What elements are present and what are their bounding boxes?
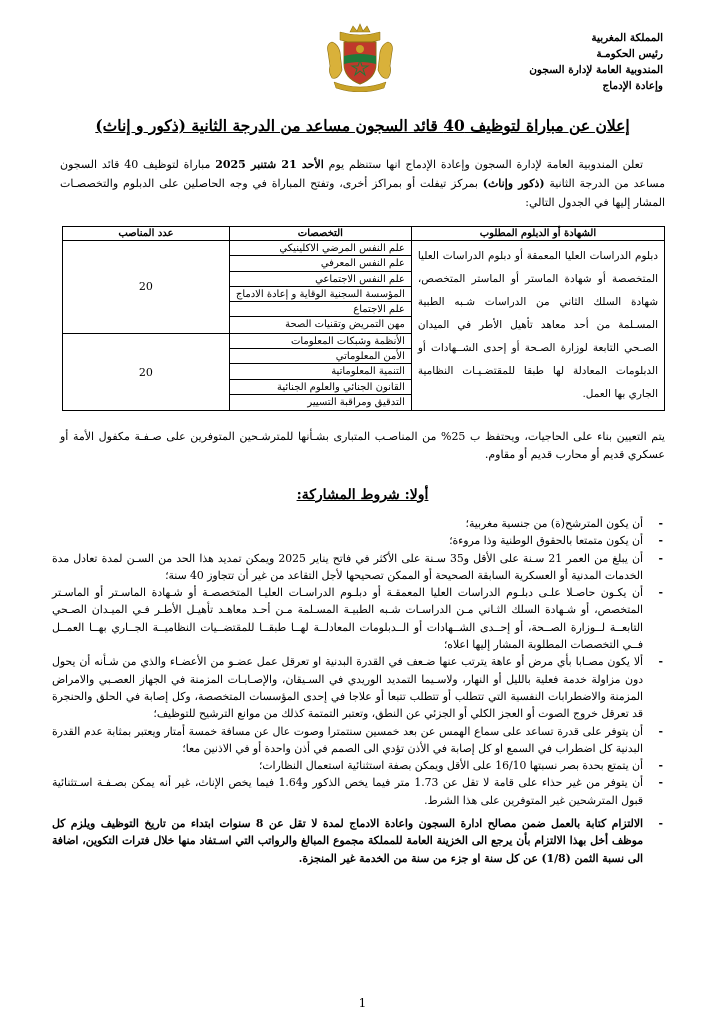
positions-table — [62, 226, 665, 411]
announcement-title: إعلان عن مباراة لتوظيف 40 قائد السجون مساعد من الدرجة الثانية (ذكور و إناث) — [95, 116, 630, 135]
intro-paragraph — [60, 155, 665, 212]
specialty-item: علم النفس الاجتماعي — [230, 272, 411, 287]
issuer-header — [463, 30, 663, 94]
intro-text-1: تعلن المندوبية العامة لإدارة السجون وإعادة الإدماج انها ستنظم يوم — [323, 158, 644, 171]
list-item: - أن يتوفر على قدرة تساعد على سماع الهمس عن بعد خمسين سنتمترا وصوت عال عن مسافة خمسة أمتار ويعتبر بمثابة عدم القدرة البدنية كل اضطراب في السمع او كل إصابة في الأذن تؤدي الى الصمم في أذن واحدة أو في الاذنين معا؛ — [52, 723, 665, 758]
positions-count-2: 20 — [63, 333, 230, 410]
intro-text-2: مباراة لتوظيف 40 قائد السجون مساعد من الدرجة الثانية — [60, 158, 666, 190]
specialties-group-1 — [229, 241, 411, 334]
header-reintegration: وإعادة الإدماج — [602, 80, 663, 92]
table-row — [63, 241, 665, 334]
list-item: - ألا يكون مصـابا بأي مرض أو عاهة يترتب عنها ضـعف في القدرة البدنية او تعرقل عمل عضـو من الأعضـاء والذي من شـأنه أن يحول دون مزاولة خدمة فعلية بالليل أو النهار، ولاسـيما التمديد الوريدي في السـيقان، والإصـابـات المزمنة في الجهاز العصـبي والامراض المزمنة والاضطرابات النفسية التي تتطلب أو تتطلب تتبعا أو علاجا في إحدى المؤسسات المتخصصة، وكل إصابة في الحلق والحنجرة قد تعرقل خروج الصوت أو العجز الكلي أو الجزئي عن النطق، وتعتبر التمتمة كذلك من موانع الترشيح للتوظيف؛ — [52, 653, 665, 722]
list-item: - أن يكون متمتعا بالحقوق الوطنية وذا مروءة؛ — [52, 532, 665, 549]
header-qualification: الشهادة أو الدبلوم المطلوب — [411, 227, 664, 241]
specialty-item: التنمية المعلوماتية — [230, 364, 411, 379]
header-positions: عدد المناصب — [63, 227, 230, 241]
specialty-item: المؤسسة السجنية الوقاية و إعادة الادماج — [230, 287, 411, 302]
list-item: - أن يتمتع بحدة بصر نسبتها 16/10 على الأقل ويمكن بصفة استثنائية استعمال النظارات؛ — [52, 757, 665, 774]
list-item: - أن يبلغ من العمر 21 سـنة على الأقل و35 سـنة على الأكثر في فاتح يناير 2025 ويمكن تمديد هذا الحد من السـن لمدة تعادل مدة الخدمات المدنية أو العسكرية السابقة الصحيحة أو الممكن تصحيحها لأجل التقاعد من غير أن تتجاوز 40 سنة؛ — [52, 550, 665, 585]
list-item: - أن يكون المترشح(ة) من جنسية مغربية؛ — [52, 515, 665, 532]
header-delegation: المندوبية العامة لإدارة السجون — [529, 64, 663, 76]
specialty-item: الأمن المعلوماتي — [230, 349, 411, 364]
exam-date: الأحد 21 شتنبر 2025 — [215, 158, 324, 171]
header-government: رئيس الحكومـة — [596, 48, 663, 60]
reserved-quota-note: يتم التعيين بناء على الحاجيات، ويحتفظ ب 25% من المناصـب المتبارى بشـأنها للمترشـحين المتوفرين على صـفـة مكفول الأمة أو عسكري قديم أو محارب قديم أو مقاوم. — [60, 430, 665, 461]
qualification-cell: دبلوم الدراسات العليا المعمقة أو دبلوم الدراسات العليا المتخصصة أو شهادة الماستر أو الماستر المتخصص، شهادة السلك الثاني من الدراسات شـبه الطبية المسـلمة من أحد معاهد تأهيل الأطر في الميدان الصـحي التابعة لوزارة الصـحة أو إحدى الشــهادات أو الدبلومات المعادلة لها طبقا للمقتضـيـات النظامية الجاري بها العمل. — [411, 241, 664, 411]
gender-note: (ذكور وإناث) — [482, 177, 545, 190]
specialty-item: مهن التمريض وتقنيات الصحة — [285, 319, 405, 331]
table-header-row — [63, 227, 665, 241]
conditions-list — [52, 515, 665, 867]
specialties-group-2 — [229, 333, 411, 410]
intro-text-3: بمركز تيفلت أو بمراكز أخرى، وتفتح المباراة في وجه الحاصلين على الدبلوم والتخصصـات المشار إليها في الجدول التالي: — [60, 177, 665, 209]
specialty-item: علم الاجتماع — [230, 302, 411, 317]
specialty-item: علم النفس المرضي الاكلينيكي — [230, 241, 411, 256]
header-kingdom: المملكة المغربية — [591, 32, 663, 44]
specialty-item: القانون الجنائي والعلوم الجنائية — [230, 380, 411, 395]
specialty-item: علم النفس المعرفي — [230, 256, 411, 271]
coat-of-arms-icon — [320, 22, 400, 92]
list-item: - أن يتوفر من غير حذاء على قامة لا تقل عن 1.73 متر فيما يخص الذكور و1.64 فيما يخص الإناث، غير أنه يمكن بصـفـة اسـتثنائية قبول المترشحين غير المتوفرين على هذا الشرط. — [52, 774, 665, 809]
specialty-item: التدقيق ومراقبة التسيير — [307, 396, 405, 408]
specialty-item: الأنظمة وشبكات المعلومات — [230, 334, 411, 349]
positions-count-1: 20 — [63, 241, 230, 334]
list-item: - أن يكـون حاصـلا علـى دبلـوم الدراسات العليا المعمقـة أو دبلـوم الدراسـات العليـا المتخصصـة أو شـهادة الماسـتر أو الماسـتر المتخصص، أو شـهادة السلك الثـاني مـن الدراسـات شـبه الطبيـة المسـلمة مـن أحـد معاهـد تأهيـل الأطـر فـي الميـدان الصـحي التابعــة لــوزارة الصــحة، أو إحــدى الشــهادات أو الــدبلومات المعادلــة لهــا طبقــا للمقتضــيات النظاميــة الجــاري بهــا العمــل فــي التخصصات المطلوبة المشار إليها اعلاه؛ — [52, 584, 665, 653]
commitment-clause: - الالتزام كتابة بالعمل ضمن مصالح ادارة السجون واعادة الادماج لمدة لا تقل عن 8 سنوات ابتداء من تاريخ التوظيف ويلزم كل موظف أخل بهذا الالتزام بأن يرجع الى الخزينة العامة للمملكة مجموع المبالغ والرواتب التي اسـتفاد منها خلال فترات التكوين، اضافة الى نسبة الثمن (1/8) عن كل سنة او جزء من سنة من الخدمة غير المنجزة. — [52, 815, 665, 867]
section-title-conditions: أولا: شروط المشاركة: — [296, 487, 429, 503]
header-specialties: التخصصات — [229, 227, 411, 241]
page-number: 1 — [358, 996, 367, 1010]
